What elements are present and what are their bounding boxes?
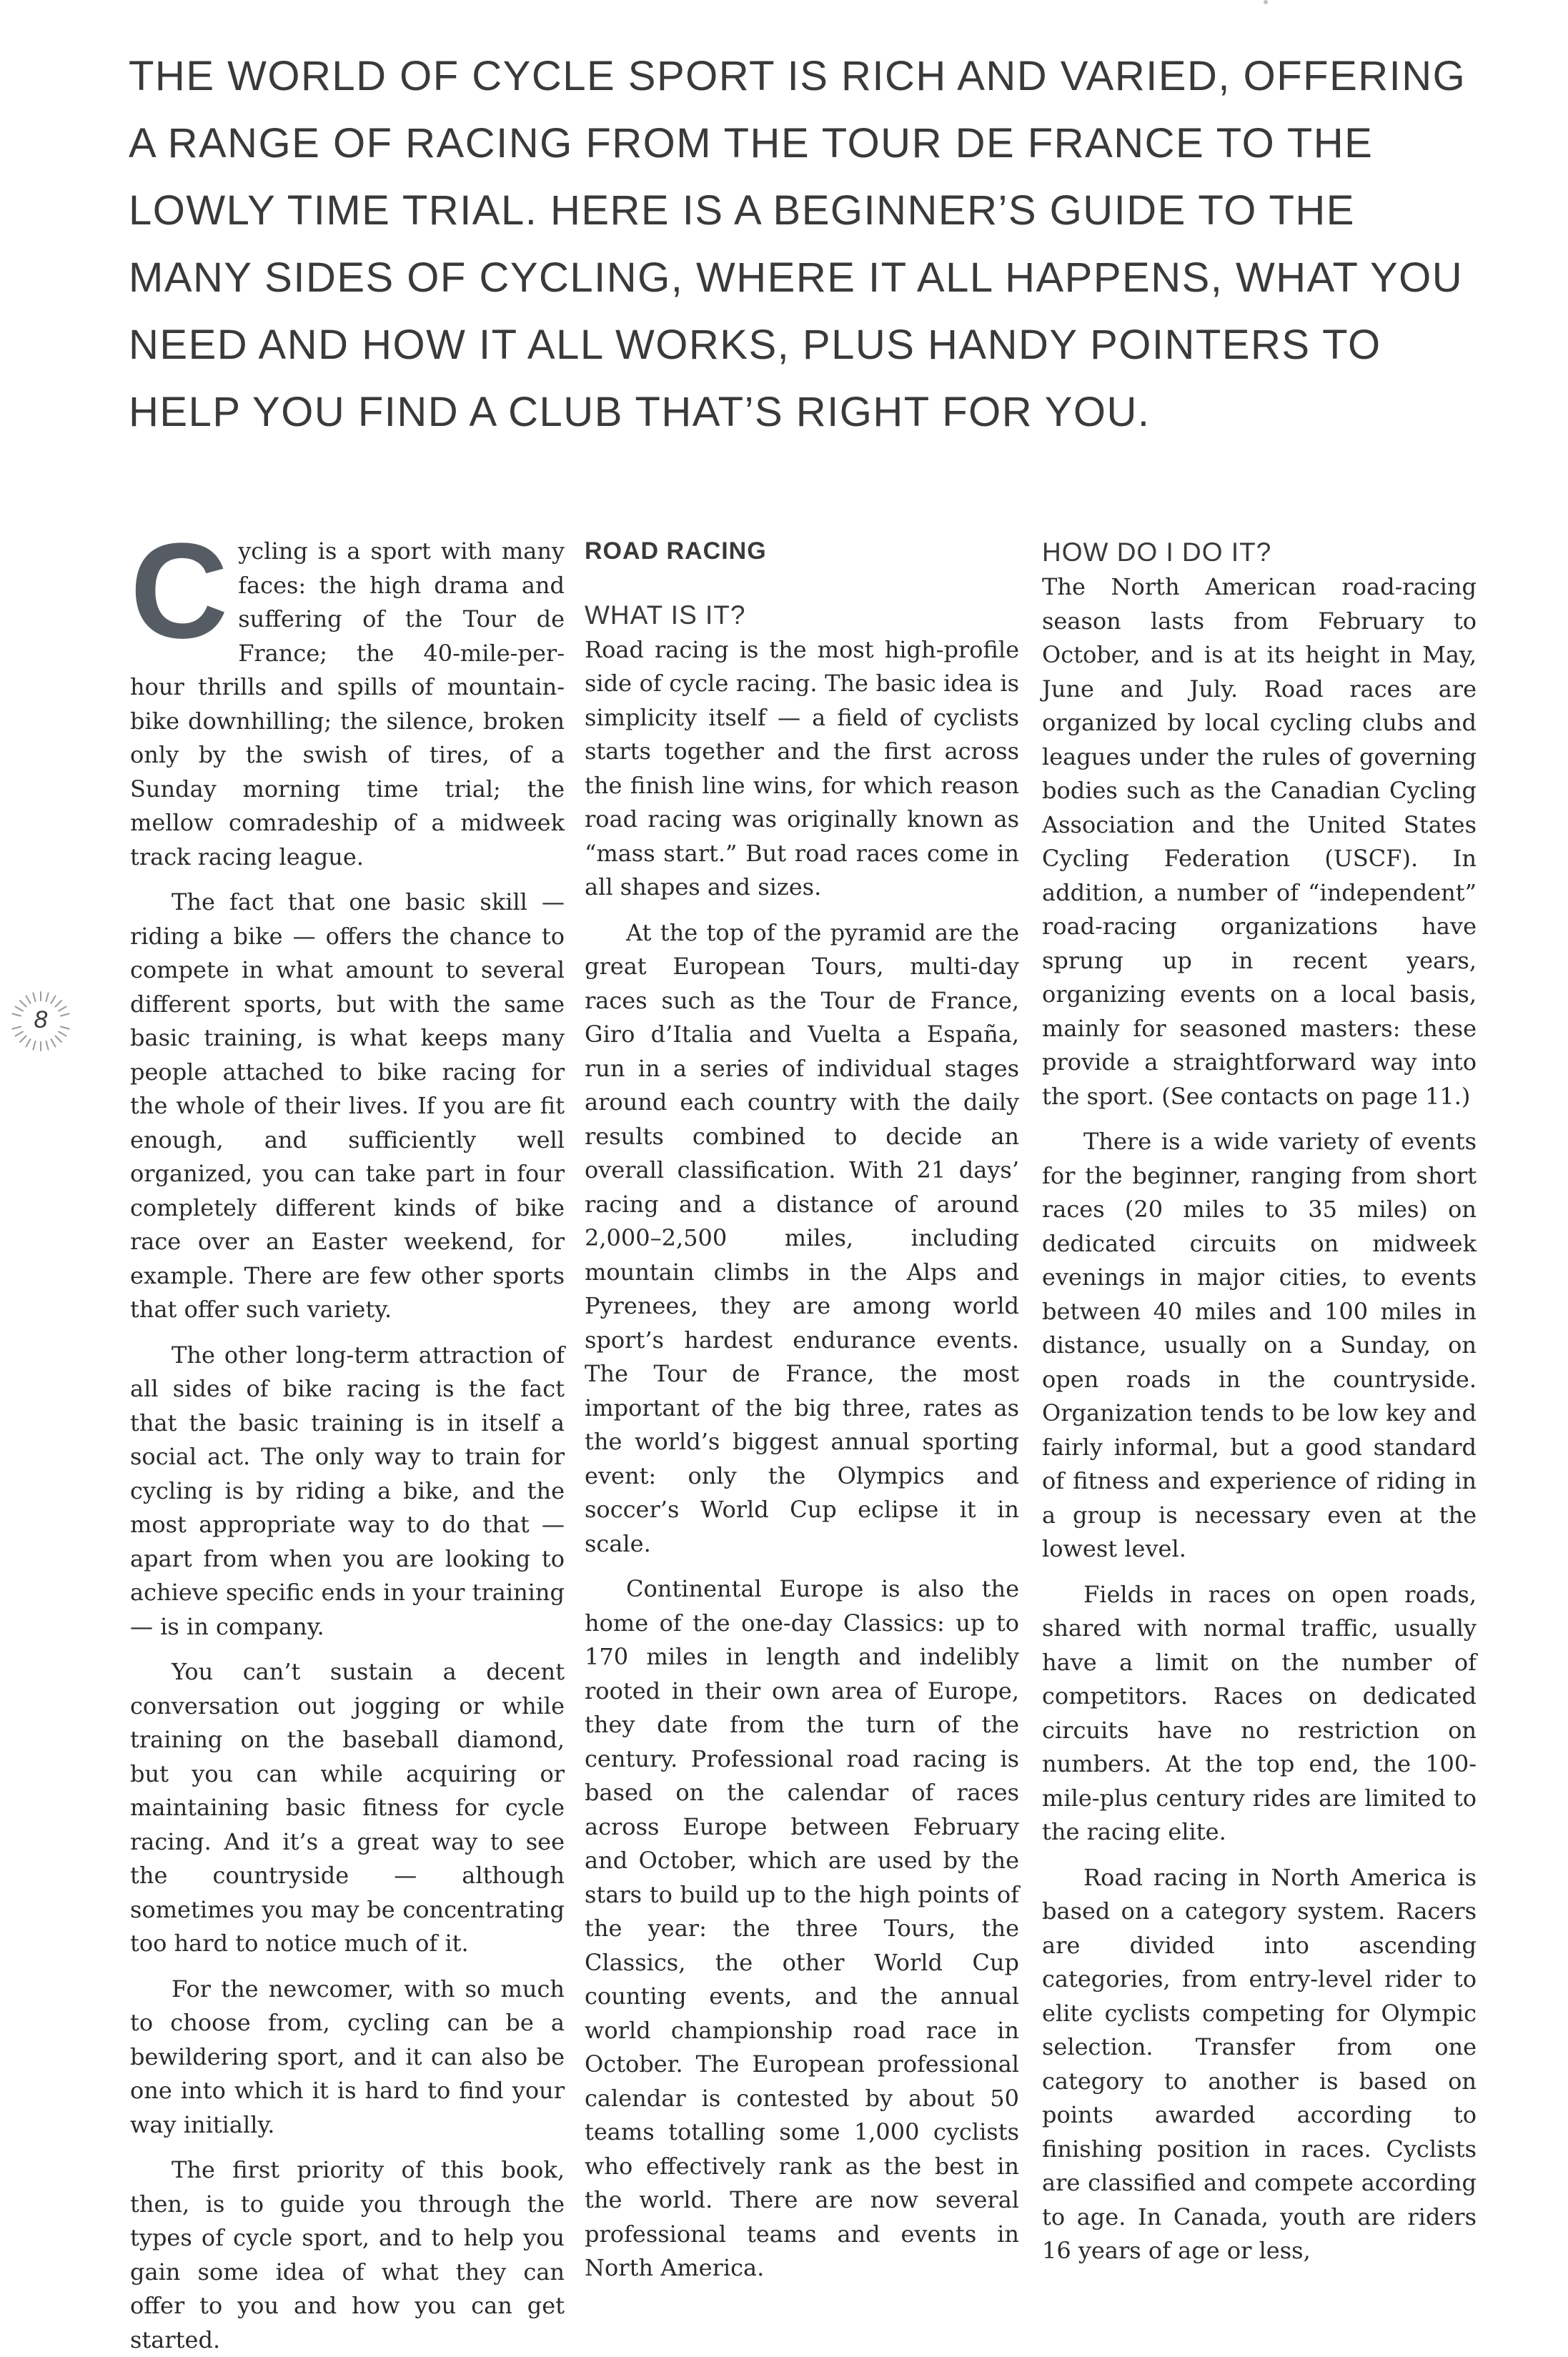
intro-paragraph: The fact that one basic skill — riding a bike — offers the chance to compete in what amount to several different sports, but with the same basic training, is what keeps many people attached to bike racing for the whole of their lives. If you are fit enough, and sufficiently well organized, you can take part in four completely different kinds of bike race over an Easter weekend, for example. There are few other sports that offer such variety.: [130, 888, 565, 1323]
body-paragraph: Road racing is the most high-profile side of cycle racing. The basic idea is simplicity itself — a field of cyclists starts together and the first across the finish line wins, for which reason road racing was originally known as “mass start.” But road races come in all shapes and sizes.: [585, 635, 1019, 900]
page-number: 8: [34, 1006, 48, 1033]
body-paragraph: Fields in races on open roads, shared with normal traffic, usually have a limit on the number of competitors. Races on dedicated circuits have no restriction on numbers. At the top end, the 100-mile-plus century rides are limited to the racing elite.: [1042, 1580, 1477, 1845]
page-folio: [10, 991, 71, 1052]
intro-paragraph: The other long-term attraction of all sides of bike racing is the fact that the basic training is in itself a social act. The only way to train for cycling is by riding a bike, and the most appropriate way to do that — apart from when you are looking to achieve specific ends in your training — is in company.: [130, 1341, 565, 1640]
subheading-what-is-it: WHAT IS IT?: [585, 600, 746, 630]
intro-paragraph: You can’t sustain a decent conversation out jogging or while training on the baseball diamond, but you can while acquiring or maintaining basic fitness for cycle racing. And it’s a great way to see the countryside — although sometimes you may be concentrating too hard to notice much of it.: [130, 1658, 565, 1957]
body-paragraph: There is a wide variety of events for the beginner, ranging from short races (20 miles to 35 miles) on dedicated circuits on midweek evenings in major cities, to events between 40 miles and 100 miles in distance, usually on a Sunday, on open roads in the countryside. Organization tends to be low key and fairly informal, but a good standard of fitness and experience of riding in a group is necessary even at the lowest level.: [1042, 1128, 1477, 1562]
body-paragraph: Continental Europe is also the home of the one-day Classics: up to 170 miles in length and indelibly rooted in their own area of Europe, they date from the turn of the century. Professional road racing is based on the calendar of races across Europe between February and October, which are used by the stars to build up to the high points of the year: the three Tours, the Classics, the other World Cup counting events, and the annual world championship road race in October. The European professional calendar is contested by about 50 teams totalling some 1,000 cyclists who effectively rank as the best in the world. There are now several professional teams and events in North America.: [585, 1575, 1019, 2281]
scan-speck: [1264, 0, 1268, 4]
column-intro: [130, 515, 565, 2357]
intro-paragraph: Cycling is a sport with many faces: the high drama and suffering of the Tour de France; the 40-mile-per-hour thrills and spills of mountain-bike downhilling; the silence, broken only by the swish of tires, of a Sunday morning time trial; the mellow comradeship of a midweek track racing league.: [130, 515, 565, 870]
body-paragraph: At the top of the pyramid are the great European Tours, multi-day races such as the Tour de France, Giro d’Italia and Vuelta a España, run in a series of individual stages around each country with the daily results combined to decide an overall classification. With 21 days’ racing and a distance of around 2,000–2,500 miles, including mountain climbs in the Alps and Pyrenees, they are among world sport’s hardest endurance events. The Tour de France, the most important of the big three, rates as the world’s biggest annual sporting event: only the Olympics and soccer’s World Cup eclipse it in scale.: [585, 918, 1019, 1557]
body-paragraph: Road racing in North America is based on a category system. Racers are divided into ascending categories, from entry-level rider to elite cyclists competing for Olympic selection. Transfer from one category to another is based on points awarded according to finishing position in races. Cyclists are classified and compete according to age. In Canada, youth are riders 16 years of age or less,: [1042, 1863, 1477, 2264]
subheading-how-do-i-do-it: HOW DO I DO IT?: [1042, 537, 1272, 567]
body-paragraph: The North American road-racing season lasts from February to October, and is at its height in May, June and July. Road races are organized by local cycling clubs and leagues under the rules of governing bodies such as the Canadian Cycling Association and the United States Cycling Federation (USCF). In addition, a number of “independent” road-racing organizations have sprung up in recent years, organizing events on a local basis, mainly for seasoned masters: these provide a straightforward way into the sport. (See contacts on page 11.): [1042, 573, 1477, 1110]
column-road-racing: [585, 535, 1019, 2286]
section-heading-road-racing: ROAD RACING: [585, 537, 767, 565]
drop-cap: C: [130, 515, 229, 667]
page-headline: THE WORLD OF CYCLE SPORT IS RICH AND VARIED, OFFERING A RANGE OF RACING FROM THE TOUR DE FRANCE TO THE LOWLY TIME TRIAL. HERE IS A BEGINNER’S GUIDE TO THE MANY SIDES OF CYCLING, WHERE IT ALL HAPPENS, WHAT YOU NEED AND HOW IT ALL WORKS, PLUS HANDY POINTERS TO HELP YOU FIND A CLUB THAT’S RIGHT FOR YOU.: [129, 53, 1467, 435]
intro-paragraph: The first priority of this book, then, is to guide you through the types of cycle sport, and to help you gain some idea of what they can offer to you and how you can get started.: [130, 2156, 565, 2353]
intro-paragraph: For the newcomer, with so much to choose from, cycling can be a bewildering sport, and it can also be one into which it is hard to find your way initially.: [130, 1975, 565, 2138]
column-how-do-i-do-it: [1042, 535, 1477, 2268]
